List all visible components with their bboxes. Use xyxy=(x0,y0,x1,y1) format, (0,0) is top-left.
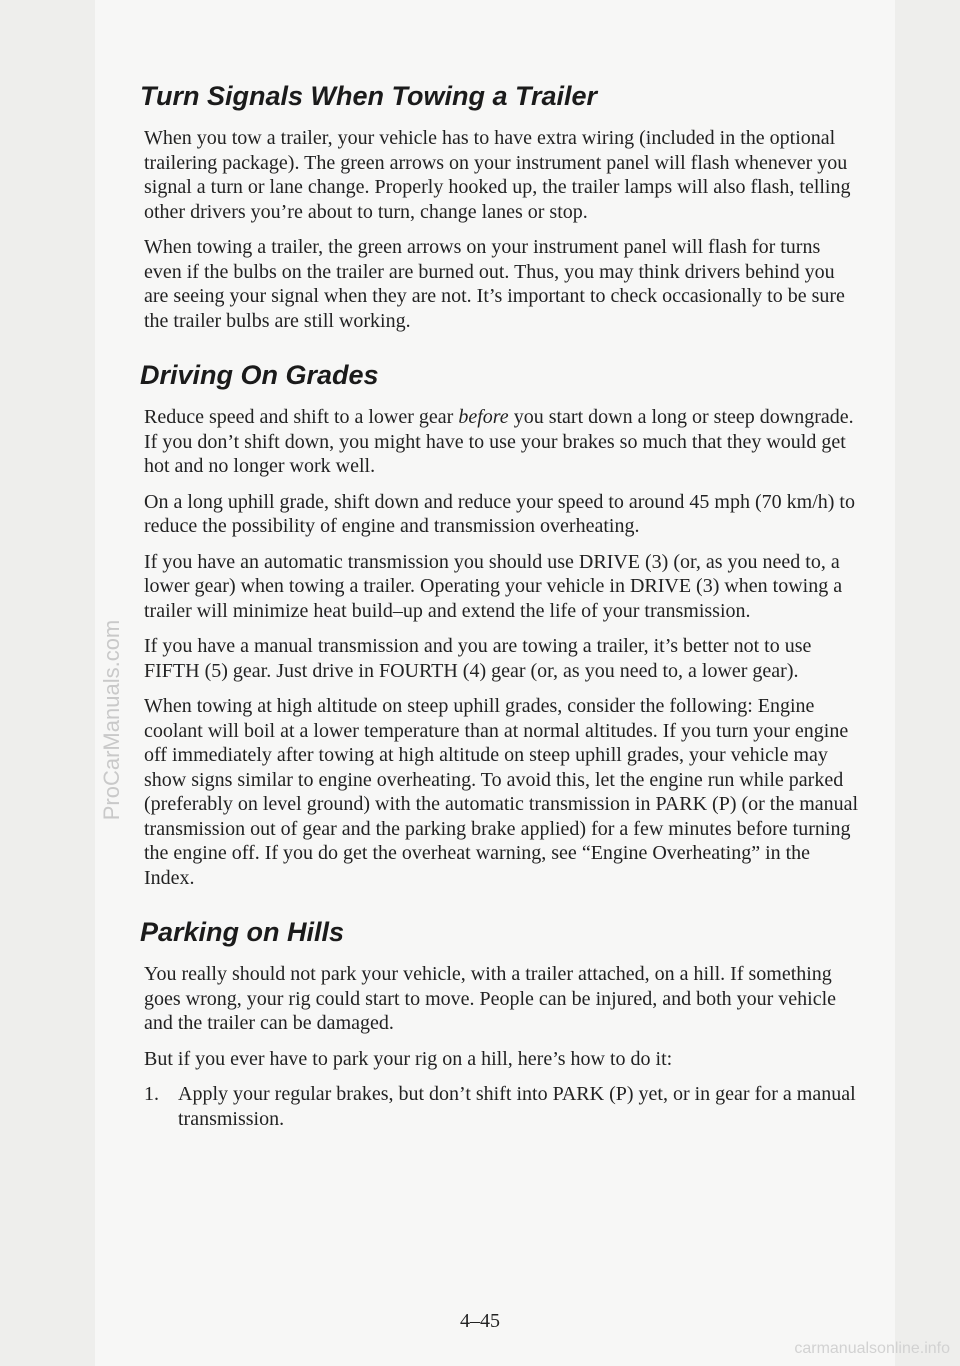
section-driving-on-grades xyxy=(140,359,859,890)
document-body xyxy=(140,80,859,1131)
steps-list xyxy=(144,1082,859,1131)
paragraph: When towing a trailer, the green arrows on your instrument panel will flash for turns even if the bulbs on the trailer are burned out. Thus, you may think drivers behind you are seeing your signal when they are not. It’s important to check occasionally to be sure the trailer bulbs are still working. xyxy=(144,236,845,332)
text-run: Reduce speed and shift to a lower gear xyxy=(144,406,459,428)
paragraph: If you have an automatic transmission you should use DRIVE (3) (or, as you need to, a lower gear) when towing a trailer. Operating your vehicle in DRIVE (3) when towing a trailer will minimize heat build–up and extend the life of your transmission. xyxy=(144,550,843,622)
paragraph xyxy=(144,405,859,479)
list-item-text: Apply your regular brakes, but don’t shift into PARK (P) yet, or in gear for a manual transmission. xyxy=(178,1083,856,1130)
paragraph: When you tow a trailer, your vehicle has to have extra wiring (included in the optional trailering package). The green arrows on your instrument panel will flash whenever you signal a turn or lane change. Properly hooked up, the trailer lamps will also flash, telling other drivers you’re about to turn, change lanes or stop. xyxy=(144,127,851,223)
side-watermark: ProCarManuals.com xyxy=(99,619,124,821)
heading-turn-signals: Turn Signals When Towing a Trailer xyxy=(140,81,598,111)
text-run: you start down a long or steep downgrade. If you don’t shift down, you might have to use your brakes so much that they would get hot and no longer work well. xyxy=(144,406,854,477)
list-item xyxy=(144,1082,859,1131)
paragraph: On a long uphill grade, shift down and reduce your speed to around 45 mph (70 km/h) to reduce the possibility of engine and transmission overheating. xyxy=(144,490,855,537)
paragraph: When towing at high altitude on steep uphill grades, consider the following: Engine coolant will boil at a lower temperature than at normal altitudes. If you turn your engine off immediately after towing at high altitude on steep uphill grades, your vehicle may show signs similar to engine overheating. To avoid this, let the engine run while parked (preferably on level ground) with the automatic transmission in PARK (P) (or the manual transmission out of gear and the parking brake applied) for a few minutes before turning the engine off. If you do get the overheat warning, see “Engine Overheating” in the Index. xyxy=(144,695,859,889)
heading-driving-on-grades: Driving On Grades xyxy=(140,360,379,390)
section-turn-signals xyxy=(140,80,859,333)
list-item-number: 1. xyxy=(144,1083,159,1105)
emphasis-text: before xyxy=(458,406,509,428)
section-parking-on-hills xyxy=(140,916,859,1131)
heading-parking-on-hills: Parking on Hills xyxy=(140,917,345,947)
footer-watermark: carmanualsonline.info xyxy=(794,1340,950,1357)
page-number: 4–45 xyxy=(460,1310,500,1332)
paragraph: You really should not park your vehicle, with a trailer attached, on a hill. If something goes wrong, your rig could start to move. People can be injured, and both your vehicle and the trailer can be damaged. xyxy=(144,963,837,1034)
paragraph: If you have a manual transmission and you are towing a trailer, it’s better not to use FIFTH (5) gear. Just drive in FOURTH (4) gear (or, as you need to, a lower gear). xyxy=(144,635,812,682)
paragraph: But if you ever have to park your rig on a hill, here’s how to do it: xyxy=(144,1047,673,1070)
